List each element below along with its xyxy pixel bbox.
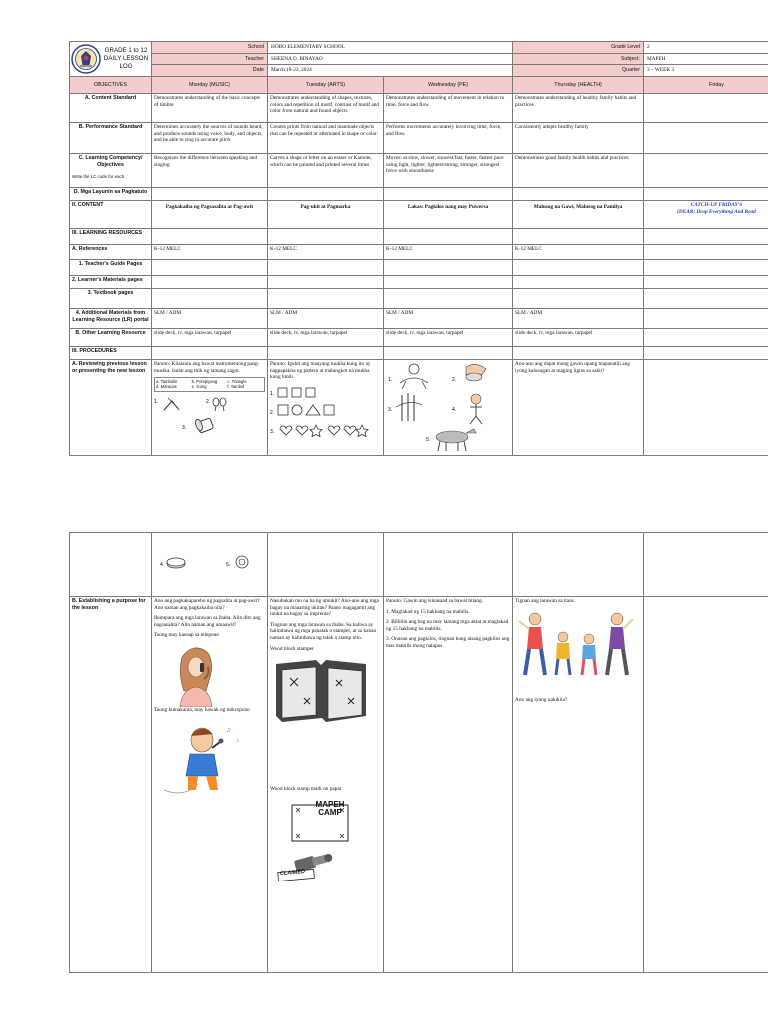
cell-monday: Determines accurately the sources of sounds heard, and produce sounds using voice, body, and objects, and be able to sing in accurate pitch bbox=[152, 123, 268, 154]
cell-monday: K-12 MELC bbox=[152, 245, 268, 260]
row-label: B. Establishing a purpose for the lesson bbox=[70, 597, 152, 973]
cell-wednesday: Demonstrates understanding of movement in relation to time, force and flow bbox=[384, 94, 513, 123]
row-label: B. Other Learning Resource bbox=[70, 329, 152, 347]
cell-monday: slide deck, tv, mga larawan, tarpapel bbox=[152, 329, 268, 347]
row-label: C. Learning Competency/ Objectives bbox=[78, 155, 143, 168]
content-tuesday: Pag-ukit at Pagmarka bbox=[268, 201, 384, 229]
subject-value: MAPEH bbox=[644, 53, 768, 65]
row-label: 1. Teacher's Guide Pages bbox=[70, 260, 152, 276]
svg-text:5.: 5. bbox=[226, 562, 231, 568]
shape-patterns-icon bbox=[270, 381, 380, 439]
cell-thursday: SLM / ADM bbox=[513, 309, 644, 329]
row-label-cell bbox=[70, 154, 152, 188]
cell-wednesday: SLM / ADM bbox=[384, 309, 513, 329]
svg-text:3.: 3. bbox=[182, 424, 187, 431]
cell-friday bbox=[644, 309, 768, 329]
purpose-wednesday bbox=[384, 597, 513, 973]
stamp-text-mapeh: MAPEH bbox=[315, 799, 345, 809]
cell-friday bbox=[644, 123, 768, 154]
row-tg-pages bbox=[70, 260, 768, 276]
row-label: D. Mga Layunin sa Pagkatuto bbox=[70, 188, 152, 201]
cell-wednesday: K-12 MELC bbox=[384, 245, 513, 260]
review-monday-instructions: Panuto: Kilalanin ang bawat instrumentong pang-musika. Isulat ang titik ng tamang sagot. bbox=[154, 361, 260, 374]
purpose-music-p1: Ano ang pagkakapareho ng pagsalita at pag-awit? Ano naman ang pagkakaiba nila? bbox=[154, 598, 260, 611]
svg-text:3.: 3. bbox=[388, 407, 393, 413]
catchup-friday-dear: (DEAR: Drop Everything And Read bbox=[677, 208, 756, 215]
row-label: 4. Additional Materials from Learning Resource (LR) portal bbox=[70, 309, 152, 329]
cell-monday: Recognizes the difference between speaking and singing bbox=[152, 154, 268, 188]
objectives-header: OBJECTIVES bbox=[70, 77, 152, 94]
row-competencies bbox=[70, 154, 768, 188]
deped-seal-logo bbox=[71, 44, 101, 74]
svg-text:4.: 4. bbox=[452, 407, 457, 413]
purpose-health-p1: Tignan ang larawan sa itaas. bbox=[515, 598, 575, 604]
row-label: III. PROCEDURES bbox=[70, 347, 152, 360]
subject-label: Subject: bbox=[513, 53, 644, 65]
row-performance-standard bbox=[70, 123, 768, 154]
lc-code-note: Write the LC code for each. bbox=[72, 174, 126, 180]
day-header-thursday: Thursday (HEALTH) bbox=[513, 77, 644, 94]
purpose-arts-p2: Tingnan ang mga larawan sa ibaba. Sa kaliwa ay halimbawa ng mga panatak o stamper, at sa kanan naman ay halimbawa ng tatak o stamp nito. bbox=[270, 621, 377, 642]
day-header-monday: Monday (MUSIC) bbox=[152, 77, 268, 94]
row-label: A. References bbox=[70, 245, 152, 260]
dll-table-page1 bbox=[69, 41, 768, 456]
cell-wednesday: slide deck, tv, mga larawan, tarpapel bbox=[384, 329, 513, 347]
content-friday bbox=[644, 201, 768, 229]
log-title-1: DAILY LESSON bbox=[103, 54, 149, 62]
catchup-friday-title: CATCH-UP FRIDAY'S bbox=[690, 202, 743, 208]
row-label: 2. Learner's Materials pages bbox=[70, 276, 152, 289]
cell-thursday: Demonstrates understanding of healthy family habits and practices bbox=[513, 94, 644, 123]
cell-monday: Demonstrates understanding of the basic concepts of timbre bbox=[152, 94, 268, 123]
svg-text:1.: 1. bbox=[270, 390, 275, 397]
review-monday-continued bbox=[152, 533, 268, 597]
row-label: II. CONTENT bbox=[70, 201, 152, 229]
school-label: School bbox=[152, 42, 268, 54]
row-textbook bbox=[70, 289, 768, 309]
music-choice: c. Triangle bbox=[227, 379, 247, 385]
cell-friday bbox=[644, 329, 768, 347]
row-layunin bbox=[70, 188, 768, 201]
svg-text:4.: 4. bbox=[160, 562, 165, 568]
row-label: A. Reviewing previous lesson or presenting the new lesson bbox=[70, 360, 152, 456]
cell-friday bbox=[644, 154, 768, 188]
review-tuesday bbox=[268, 360, 384, 456]
review-friday bbox=[644, 360, 768, 456]
row-references bbox=[70, 245, 768, 260]
svg-text:1.: 1. bbox=[388, 377, 393, 383]
music-choice: d. Maracas bbox=[156, 384, 177, 390]
purpose-monday bbox=[152, 597, 268, 973]
triangle-instrument-icon bbox=[154, 395, 254, 435]
cell-tuesday: SLM / ADM bbox=[268, 309, 384, 329]
purpose-music-caption1: Taong may kausap sa telepono bbox=[154, 632, 219, 639]
grade-level-label: Grade Level bbox=[513, 42, 644, 54]
svg-text:5.: 5. bbox=[426, 437, 431, 443]
log-title-2: LOG bbox=[119, 63, 133, 71]
woman-on-phone-icon bbox=[154, 643, 264, 707]
review-tuesday-instructions: Panuto: Iguhit ang maayang mukha kung ito ay nagpapakita ng pattern at malungkot na mukha kung hindi. bbox=[270, 361, 371, 381]
row-review-continued bbox=[70, 533, 768, 597]
header-logo-cell bbox=[70, 42, 152, 77]
purpose-pe-step1: 1. Maglakad ng 15 hakbang na mabilis. bbox=[386, 608, 470, 615]
music-choice: e. Gong bbox=[191, 384, 207, 390]
purpose-friday bbox=[644, 597, 768, 973]
cell-friday bbox=[644, 94, 768, 123]
cell-monday: SLM / ADM bbox=[152, 309, 268, 329]
row-purpose bbox=[70, 597, 768, 973]
purpose-arts-caption2: Wood block stamp mark on papar bbox=[270, 786, 342, 793]
purpose-health-p2: Ano ang iyong nakikita? bbox=[515, 696, 568, 703]
row-other-resources bbox=[70, 329, 768, 347]
review-monday bbox=[152, 360, 268, 456]
date-label: Date bbox=[152, 65, 268, 77]
svg-text:3.: 3. bbox=[270, 428, 275, 435]
svg-text:♪: ♪ bbox=[236, 737, 239, 744]
purpose-thursday bbox=[513, 597, 644, 973]
cell-tuesday: Creates prints from natural and manmade objects that can be repeated or alternated in shape or color. bbox=[268, 123, 384, 154]
family-exercising-icon bbox=[515, 609, 639, 679]
boy-singing-icon bbox=[154, 718, 264, 798]
cell-wednesday: Performs movements accurately involving time, force, and flow. bbox=[384, 123, 513, 154]
row-label: 3. Textbook pages bbox=[70, 289, 152, 309]
svg-text:♫: ♫ bbox=[226, 725, 232, 734]
purpose-pe-step3: 3. Onusan ang pagkilos, tingnan kung aisang pagkilos ang mas mabilis mong natapos. bbox=[386, 636, 510, 650]
cell-thursday: K-12 MELC bbox=[513, 245, 644, 260]
purpose-pe-step2: 2. Bilbilin ang bag na may lamang mga aklat at maglakad ng 15 hakbang na mabilis. bbox=[386, 619, 509, 632]
day-header-tuesday: Tuesday (ARTS) bbox=[268, 77, 384, 94]
school-name: HOBO ELEMENTARY SCHOOL bbox=[268, 42, 513, 54]
quarter-value: 3 – WEEK 3 bbox=[644, 65, 768, 77]
grade-level-value: 2 bbox=[644, 42, 768, 54]
wood-block-stamper-icon bbox=[270, 656, 380, 726]
purpose-arts-caption1: Wood block stamper bbox=[270, 645, 314, 652]
row-label: B. Performance Standard bbox=[70, 123, 152, 154]
row-content-standard bbox=[70, 94, 768, 123]
stamp-text-camp: CAMP bbox=[318, 807, 342, 817]
content-monday: Pagkakaiba ng Pagsasalita at Pag-awit bbox=[152, 201, 268, 229]
cell-thursday: Consistently adopts healthy family bbox=[513, 123, 644, 154]
cell-friday bbox=[644, 245, 768, 260]
svg-text:2.: 2. bbox=[206, 398, 211, 405]
review-thursday: Ano-ano ang dapat mong gawin upang mapanatili ang iyong kalusugan at maging ligtas sa sakit? bbox=[513, 360, 644, 456]
cell-thursday: slide deck, tv, mga larawan, tarpapel bbox=[513, 329, 644, 347]
music-choices-box bbox=[154, 377, 265, 392]
teacher-label: Teacher bbox=[152, 53, 268, 65]
music-choice: b. Pompiyang bbox=[191, 379, 218, 385]
row-content bbox=[70, 201, 768, 229]
teacher-name: SHEENA O. BINAYAO bbox=[268, 53, 513, 65]
cell-tuesday: Demonstrates understanding of shapes, textures, colors and repetition of motif, contrast of motif and color from natural and found objects bbox=[268, 94, 384, 123]
tambourine-bell-icon bbox=[154, 534, 264, 590]
music-choice: f. Tambol bbox=[227, 384, 245, 390]
grade-range: GRADE 1 to 12 bbox=[104, 46, 148, 54]
purpose-music-caption2: Taong kumakanta, may hawak ng mikropono bbox=[154, 707, 250, 714]
purpose-music-p2: Ikumpara ang mga larawan sa ibaba. Alin dito ang nagsasalita? Alin naman ang umaawit? bbox=[154, 615, 261, 628]
row-label: III. LEARNING RESOURCES bbox=[70, 229, 152, 245]
day-header-wednesday: Wednesday (PE) bbox=[384, 77, 513, 94]
content-thursday: Malusog na Gawi, Malusog na Pamilya bbox=[513, 201, 644, 229]
cell-tuesday: K-12 MELC bbox=[268, 245, 384, 260]
content-wednesday: Lakas: Pagkilos nang may Puwersa bbox=[384, 201, 513, 229]
cell-tuesday: slide deck, tv, mga larawan, tarpapel bbox=[268, 329, 384, 347]
dll-table-page2 bbox=[69, 532, 768, 973]
purpose-arts-p1: Nasubukan mo na ba ng umukit? Ano-ano ang mga bagay na maaaring ukitan? Paano magagamit ang inukit na bagay sa imprenta? bbox=[270, 598, 379, 618]
purpose-tuesday bbox=[268, 597, 384, 973]
date-value: March 18-22, 2024 bbox=[268, 65, 513, 77]
row-lm-pages bbox=[70, 276, 768, 289]
row-label: A. Content Standard bbox=[70, 94, 152, 123]
stamp-text-claimed: CLAIMED bbox=[279, 868, 306, 877]
svg-text:1.: 1. bbox=[154, 398, 159, 405]
purpose-pe-instructions: Panuto: Gawin ang isinasaad sa bawat bilang. bbox=[386, 598, 483, 604]
row-additional-materials bbox=[70, 309, 768, 329]
row-learning-resources bbox=[70, 229, 768, 245]
cell-thursday: Demonstrates good family health habits and practices bbox=[513, 154, 644, 188]
svg-text:2.: 2. bbox=[270, 409, 275, 416]
row-procedures bbox=[70, 347, 768, 360]
music-choice: a. Tambulin bbox=[156, 379, 178, 385]
quarter-label: Quarter bbox=[513, 65, 644, 77]
row-review bbox=[70, 360, 768, 456]
pe-movement-figures-icon bbox=[386, 361, 510, 453]
review-wednesday bbox=[384, 360, 513, 456]
day-header-friday: Friday bbox=[644, 77, 768, 94]
cell-tuesday: Carves a shape or letter on an eraser or Kamote, which can be painted and printed several times bbox=[268, 154, 384, 188]
cell-wednesday: Moves: at slow, slower, slowest/fast, faster, fastest pace using light, lighter, lightest/strong, stronger, strongest force with smoothness bbox=[384, 154, 513, 188]
svg-text:2.: 2. bbox=[452, 377, 457, 383]
